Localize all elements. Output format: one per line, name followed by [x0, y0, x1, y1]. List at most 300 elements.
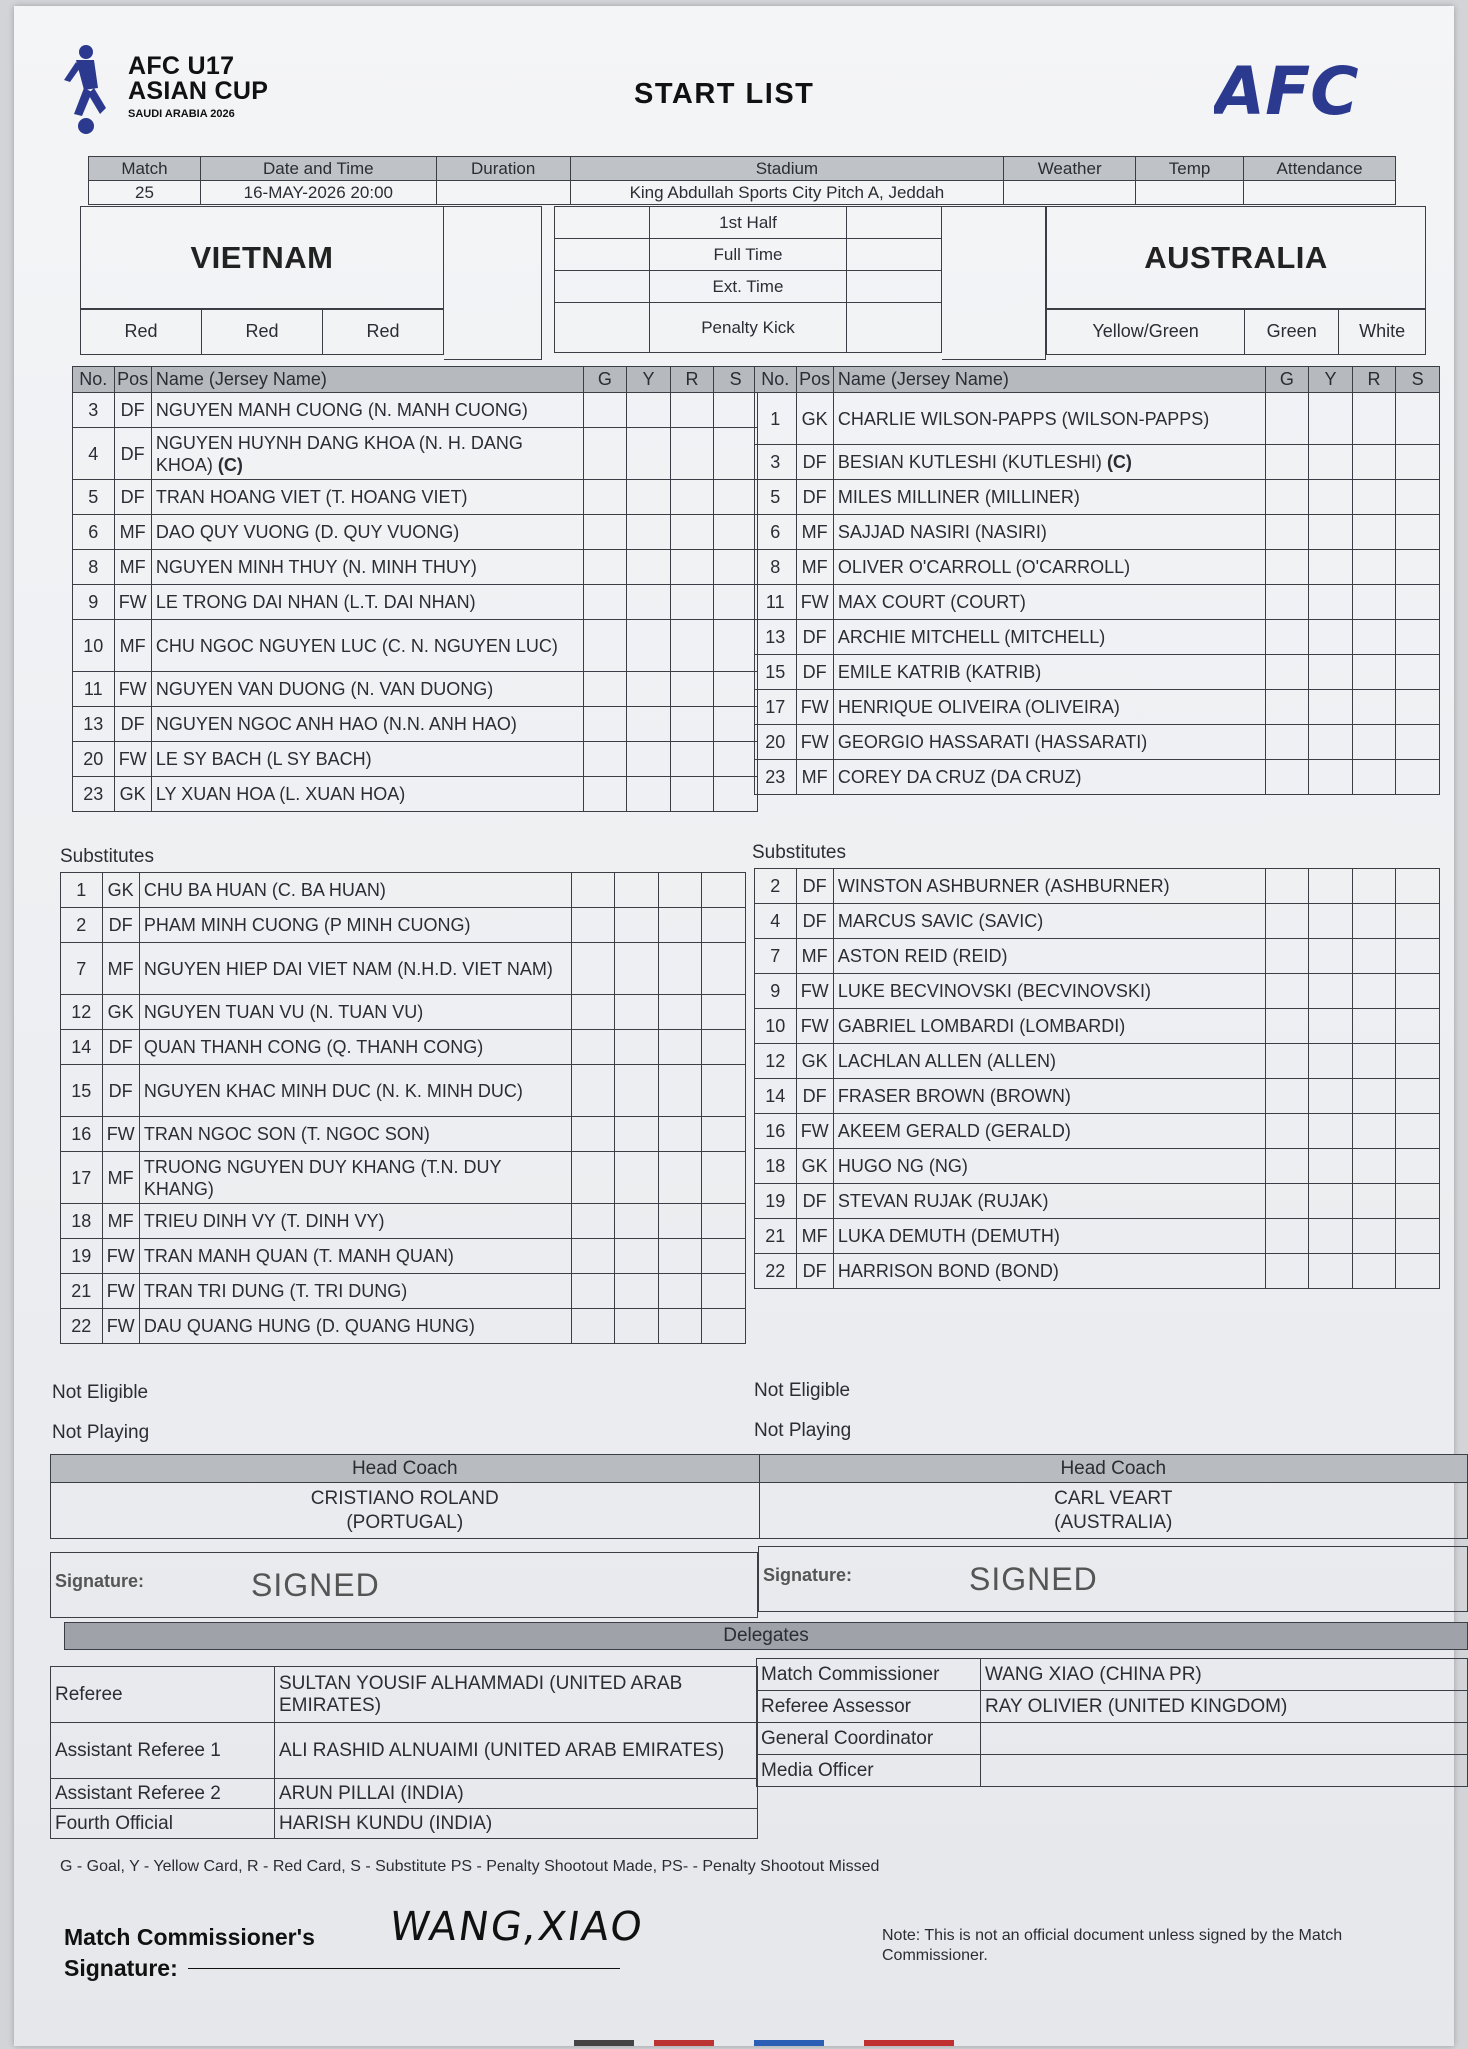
- red-box: [658, 943, 702, 995]
- goal-box: [1265, 974, 1309, 1009]
- away-signature-value: SIGNED: [969, 1561, 1098, 1597]
- goal-box: [1265, 725, 1309, 760]
- player-row: [755, 1254, 1440, 1289]
- period-1st-half: 1st Half: [650, 207, 847, 239]
- delegate-role: Referee: [51, 1667, 275, 1723]
- sub-box: [714, 585, 758, 620]
- delegate-name: WANG XIAO (CHINA PR): [981, 1659, 1468, 1691]
- sub-box: [1396, 690, 1440, 725]
- home-subs-table: [60, 872, 746, 1344]
- home-not-eligible-label: Not Eligible: [52, 1382, 149, 1403]
- player-position: GK: [796, 1044, 833, 1079]
- red-box: [1352, 1044, 1396, 1079]
- temp-header: Temp: [1136, 157, 1244, 181]
- away-subs-label: Substitutes: [752, 842, 846, 863]
- sub-box: [1396, 1149, 1440, 1184]
- yellow-box: [627, 393, 671, 428]
- player-name-cell: [833, 1044, 1265, 1079]
- player-position: DF: [796, 904, 833, 939]
- player-name-cell: [139, 1117, 571, 1152]
- player-name-cell: [833, 690, 1265, 725]
- goal-box: [571, 1030, 615, 1065]
- home-coach-name: CRISTIANO ROLAND: [310, 1487, 499, 1509]
- player-row: [61, 1274, 746, 1309]
- away-team-box: [1046, 206, 1426, 310]
- periods-table: [554, 206, 942, 353]
- player-position: DF: [796, 620, 833, 655]
- player-row: [755, 393, 1440, 445]
- yellow-box: [1309, 393, 1353, 445]
- player-number: 7: [755, 939, 797, 974]
- player-name-cell: [139, 1065, 571, 1117]
- player-name-cell: [833, 445, 1265, 480]
- home-signature-box: [50, 1552, 758, 1618]
- sub-box: [1396, 585, 1440, 620]
- home-kit-shorts: Red: [202, 309, 323, 355]
- start-list-sheet: [14, 6, 1454, 2046]
- tournament-name-line2: ASIAN CUP: [128, 77, 269, 105]
- player-row: [61, 873, 746, 908]
- goal-box: [583, 428, 627, 480]
- player-row: [73, 480, 758, 515]
- away-coach-country: (AUSTRALIA): [1054, 1511, 1173, 1533]
- col-y-header: Y: [627, 367, 671, 393]
- player-row: [755, 480, 1440, 515]
- player-position: MF: [102, 1204, 139, 1239]
- away-coach-name: CARL VEART: [1054, 1487, 1173, 1509]
- goal-box: [583, 515, 627, 550]
- sub-box: [714, 620, 758, 672]
- yellow-box: [1309, 1184, 1353, 1219]
- yellow-box: [1309, 1254, 1353, 1289]
- player-name: SAJJAD NASIRI (NASIRI): [837, 522, 1047, 542]
- player-number: 15: [61, 1065, 103, 1117]
- stadium-header: Stadium: [570, 157, 1004, 181]
- away-subs-table: [754, 868, 1440, 1289]
- yellow-box: [615, 1239, 659, 1274]
- player-position: MF: [796, 1219, 833, 1254]
- goal-box: [583, 742, 627, 777]
- player-number: 9: [755, 974, 797, 1009]
- player-name-cell: [833, 1184, 1265, 1219]
- home-team-box: [80, 206, 444, 310]
- goal-box: [1265, 445, 1309, 480]
- delegate-name: [981, 1755, 1468, 1787]
- player-name-cell: [833, 974, 1265, 1009]
- player-position: FW: [796, 1009, 833, 1044]
- red-box: [670, 620, 714, 672]
- player-row: [73, 550, 758, 585]
- player-position: FW: [102, 1117, 139, 1152]
- goal-box: [1265, 1254, 1309, 1289]
- player-row: [755, 655, 1440, 690]
- player-name-cell: [151, 393, 583, 428]
- red-box: [658, 1030, 702, 1065]
- player-name-cell: [833, 480, 1265, 515]
- red-box: [1352, 1254, 1396, 1289]
- home-team-name: VIETNAM: [190, 240, 334, 275]
- yellow-box: [627, 672, 671, 707]
- home-kit-shirt: Red: [81, 309, 202, 355]
- player-number: 14: [755, 1079, 797, 1114]
- player-row: [73, 585, 758, 620]
- match-commissioner-signature-label: [64, 1922, 315, 1984]
- player-name: NGUYEN TUAN VU (N. TUAN VU): [143, 1002, 424, 1022]
- goal-box: [1265, 1044, 1309, 1079]
- player-name: TRAN TRI DUNG (T. TRI DUNG): [143, 1281, 408, 1301]
- col-g-header: G: [583, 367, 627, 393]
- player-name-cell: [833, 1219, 1265, 1254]
- away-score-box: [942, 206, 1046, 360]
- player-name-cell: [139, 995, 571, 1030]
- player-row: [755, 445, 1440, 480]
- red-box: [1352, 1009, 1396, 1044]
- sub-box: [702, 1239, 746, 1274]
- player-number: 21: [61, 1274, 103, 1309]
- sub-box: [702, 995, 746, 1030]
- sub-box: [1396, 480, 1440, 515]
- yellow-box: [1309, 1114, 1353, 1149]
- player-name: LE TRONG DAI NHAN (L.T. DAI NHAN): [155, 592, 476, 612]
- red-box: [1352, 550, 1396, 585]
- sub-box: [702, 1065, 746, 1117]
- player-row: [755, 1079, 1440, 1114]
- match-commissioner-signature: WANG,XIAO: [386, 1904, 647, 1950]
- red-box: [1352, 690, 1396, 725]
- sub-box: [1396, 655, 1440, 690]
- player-row: [755, 1009, 1440, 1044]
- player-position: MF: [796, 515, 833, 550]
- away-not-eligible-label: Not Eligible: [754, 1380, 851, 1401]
- afc-logo-text: AFC: [1214, 56, 1359, 126]
- red-box: [1352, 1114, 1396, 1149]
- goal-box: [583, 393, 627, 428]
- away-not-playing-label: Not Playing: [754, 1420, 852, 1441]
- player-name: ASTON REID (REID): [837, 946, 1008, 966]
- player-row: [61, 1065, 746, 1117]
- goal-box: [583, 585, 627, 620]
- player-name-cell: [833, 393, 1265, 445]
- sub-box: [702, 873, 746, 908]
- red-box: [1352, 585, 1396, 620]
- player-position: MF: [114, 550, 151, 585]
- player-name-cell: [139, 1309, 571, 1344]
- col-name-header: Name (Jersey Name): [833, 367, 1265, 393]
- yellow-box: [627, 742, 671, 777]
- away-kit-shirt: Yellow/Green: [1047, 309, 1245, 355]
- player-row: [755, 550, 1440, 585]
- red-box: [670, 742, 714, 777]
- player-name: PHAM MINH CUONG (P MINH CUONG): [143, 915, 471, 935]
- yellow-box: [1309, 1044, 1353, 1079]
- player-row: [61, 1204, 746, 1239]
- home-starters-table: [72, 366, 758, 812]
- delegate-role: Media Officer: [757, 1755, 981, 1787]
- player-name: MILES MILLINER (MILLINER): [837, 487, 1080, 507]
- player-number: 16: [755, 1114, 797, 1149]
- captain-badge: (C): [217, 454, 243, 475]
- yellow-box: [627, 707, 671, 742]
- player-number: 12: [755, 1044, 797, 1079]
- sub-box: [1396, 515, 1440, 550]
- goal-box: [571, 1239, 615, 1274]
- red-box: [1352, 1079, 1396, 1114]
- player-position: MF: [102, 1152, 139, 1204]
- player-position: FW: [796, 690, 833, 725]
- goal-box: [1265, 515, 1309, 550]
- delegate-name: SULTAN YOUSIF ALHAMMADI (UNITED ARAB EMIRATES): [275, 1667, 758, 1723]
- delegates-left-table: [50, 1666, 758, 1839]
- goal-box: [571, 1204, 615, 1239]
- match-header: Match: [89, 157, 201, 181]
- player-row: [755, 1219, 1440, 1254]
- tournament-name: [128, 54, 268, 104]
- yellow-box: [1309, 869, 1353, 904]
- player-row: [755, 1184, 1440, 1219]
- player-name-cell: [151, 585, 583, 620]
- player-number: 11: [73, 672, 115, 707]
- player-name-cell: [833, 515, 1265, 550]
- player-number: 4: [755, 904, 797, 939]
- sub-box: [702, 943, 746, 995]
- player-position: DF: [114, 707, 151, 742]
- player-name: EMILE KATRIB (KATRIB): [837, 662, 1042, 682]
- red-box: [1352, 620, 1396, 655]
- yellow-box: [615, 1204, 659, 1239]
- period-penalty-kick: Penalty Kick: [650, 303, 847, 353]
- red-box: [658, 1065, 702, 1117]
- delegate-name: ARUN PILLAI (INDIA): [275, 1779, 758, 1809]
- col-g-header: G: [1265, 367, 1309, 393]
- sub-box: [1396, 1219, 1440, 1254]
- sub-box: [714, 672, 758, 707]
- red-box: [1352, 515, 1396, 550]
- player-position: DF: [796, 1184, 833, 1219]
- player-name-cell: [139, 1152, 571, 1204]
- tournament-name-line1: AFC U17: [128, 52, 235, 80]
- goal-box: [583, 550, 627, 585]
- player-row: [755, 620, 1440, 655]
- player-name: GEORGIO HASSARATI (HASSARATI): [837, 732, 1148, 752]
- away-signature-label: Signature:: [763, 1565, 853, 1585]
- player-number: 13: [73, 707, 115, 742]
- sub-box: [1396, 1114, 1440, 1149]
- player-position: MF: [796, 550, 833, 585]
- yellow-box: [1309, 725, 1353, 760]
- player-position: FW: [114, 742, 151, 777]
- goal-box: [571, 995, 615, 1030]
- player-number: 5: [73, 480, 115, 515]
- sub-box: [714, 777, 758, 812]
- player-position: DF: [796, 1254, 833, 1289]
- yellow-box: [615, 1274, 659, 1309]
- player-number: 18: [755, 1149, 797, 1184]
- player-position: MF: [102, 943, 139, 995]
- delegate-row: [51, 1667, 758, 1723]
- red-box: [670, 515, 714, 550]
- player-number: 19: [61, 1239, 103, 1274]
- player-name: HENRIQUE OLIVEIRA (OLIVEIRA): [837, 697, 1120, 717]
- goal-box: [1265, 585, 1309, 620]
- player-name-cell: [139, 873, 571, 908]
- player-position: DF: [102, 1030, 139, 1065]
- red-box: [1352, 1149, 1396, 1184]
- sub-box: [1396, 725, 1440, 760]
- player-row: [61, 943, 746, 995]
- player-name: LY XUAN HOA (L. XUAN HOA): [155, 784, 406, 804]
- home-signature-value: SIGNED: [251, 1567, 380, 1603]
- sub-box: [702, 908, 746, 943]
- goal-box: [1265, 1114, 1309, 1149]
- player-position: DF: [114, 428, 151, 480]
- player-number: 8: [755, 550, 797, 585]
- player-number: 15: [755, 655, 797, 690]
- red-box: [658, 908, 702, 943]
- home-subs-label: Substitutes: [60, 846, 154, 867]
- player-position: DF: [796, 445, 833, 480]
- player-row: [73, 707, 758, 742]
- player-row: [73, 393, 758, 428]
- player-name: BESIAN KUTLESHI (KUTLESHI): [837, 452, 1102, 472]
- goal-box: [583, 777, 627, 812]
- goal-box: [571, 1309, 615, 1344]
- player-name-cell: [833, 1009, 1265, 1044]
- red-box: [658, 873, 702, 908]
- delegate-role: Referee Assessor: [757, 1691, 981, 1723]
- yellow-box: [1309, 585, 1353, 620]
- player-name: DAU QUANG HUNG (D. QUANG HUNG): [143, 1316, 475, 1336]
- sub-box: [714, 428, 758, 480]
- player-number: 22: [755, 1254, 797, 1289]
- signature-line: [188, 1968, 620, 1969]
- player-name-cell: [139, 1239, 571, 1274]
- delegate-row: [757, 1723, 1468, 1755]
- away-signature-box: [758, 1546, 1468, 1612]
- player-name-cell: [833, 725, 1265, 760]
- col-r-header: R: [1352, 367, 1396, 393]
- player-row: [755, 585, 1440, 620]
- goal-box: [1265, 869, 1309, 904]
- player-name-cell: [833, 939, 1265, 974]
- player-row: [73, 428, 758, 480]
- col-s-header: S: [714, 367, 758, 393]
- red-box: [1352, 974, 1396, 1009]
- yellow-box: [627, 585, 671, 620]
- player-row: [755, 725, 1440, 760]
- red-box: [670, 585, 714, 620]
- legend: G - Goal, Y - Yellow Card, R - Red Card, S - Substitute PS - Penalty Shootout Made, PS- - Penalty Shootout Missed: [60, 1858, 880, 1875]
- delegate-row: [51, 1779, 758, 1809]
- mc-signature-label-line2: Signature:: [64, 1955, 178, 1981]
- player-name-cell: [833, 1079, 1265, 1114]
- player-row: [755, 939, 1440, 974]
- red-box: [1352, 725, 1396, 760]
- red-box: [658, 1204, 702, 1239]
- player-name: COREY DA CRUZ (DA CRUZ): [837, 767, 1082, 787]
- away-kit-shorts: Green: [1245, 309, 1339, 355]
- player-row: [755, 690, 1440, 725]
- player-number: 17: [755, 690, 797, 725]
- delegate-row: [757, 1691, 1468, 1723]
- sub-box: [1396, 1254, 1440, 1289]
- col-name-header: Name (Jersey Name): [151, 367, 583, 393]
- red-box: [658, 1239, 702, 1274]
- sub-box: [714, 393, 758, 428]
- player-name: QUAN THANH CONG (Q. THANH CONG): [143, 1037, 484, 1057]
- player-name: TRIEU DINH VY (T. DINH VY): [143, 1211, 385, 1231]
- yellow-box: [615, 995, 659, 1030]
- player-position: FW: [796, 725, 833, 760]
- delegate-row: [51, 1723, 758, 1779]
- yellow-box: [627, 550, 671, 585]
- player-name-cell: [833, 1149, 1265, 1184]
- red-box: [1352, 445, 1396, 480]
- col-pos-header: Pos: [796, 367, 833, 393]
- away-team-name: AUSTRALIA: [1144, 240, 1328, 275]
- yellow-box: [1309, 904, 1353, 939]
- delegate-name: RAY OLIVIER (UNITED KINGDOM): [981, 1691, 1468, 1723]
- red-box: [670, 550, 714, 585]
- player-number: 7: [61, 943, 103, 995]
- period-ext-time: Ext. Time: [650, 271, 847, 303]
- away-kit-socks: White: [1339, 309, 1426, 355]
- home-not-playing-label: Not Playing: [52, 1422, 150, 1443]
- yellow-box: [1309, 1149, 1353, 1184]
- player-position: GK: [114, 777, 151, 812]
- player-number: 2: [61, 908, 103, 943]
- player-name: LE SY BACH (L SY BACH): [155, 749, 372, 769]
- sub-box: [1396, 393, 1440, 445]
- goal-box: [1265, 1219, 1309, 1254]
- sub-box: [702, 1152, 746, 1204]
- goal-box: [583, 707, 627, 742]
- player-name: LUKE BECVINOVSKI (BECVINOVSKI): [837, 981, 1151, 1001]
- red-box: [1352, 869, 1396, 904]
- player-row: [61, 1030, 746, 1065]
- player-name: NGUYEN HUYNH DANG KHOA (N. H. DANG KHOA): [155, 432, 523, 475]
- goal-box: [571, 908, 615, 943]
- home-kit-table: [80, 308, 444, 355]
- player-position: MF: [796, 939, 833, 974]
- sub-box: [1396, 1009, 1440, 1044]
- player-position: DF: [796, 869, 833, 904]
- yellow-box: [627, 480, 671, 515]
- red-box: [670, 672, 714, 707]
- red-box: [1352, 1184, 1396, 1219]
- sub-box: [702, 1274, 746, 1309]
- yellow-box: [615, 1117, 659, 1152]
- player-position: DF: [114, 393, 151, 428]
- player-name: OLIVER O'CARROLL (O'CARROLL): [837, 557, 1131, 577]
- yellow-box: [1309, 1219, 1353, 1254]
- delegate-name: HARISH KUNDU (INDIA): [275, 1809, 758, 1839]
- player-number: 23: [755, 760, 797, 795]
- mc-signature-label-line1: Match Commissioner's: [64, 1924, 315, 1950]
- player-name: LUKA DEMUTH (DEMUTH): [837, 1226, 1060, 1246]
- yellow-box: [627, 515, 671, 550]
- date-time-header: Date and Time: [200, 157, 436, 181]
- head-coach-table: [50, 1454, 1468, 1539]
- player-row: [755, 974, 1440, 1009]
- player-name: TRUONG NGUYEN DUY KHANG (T.N. DUY KHANG): [143, 1156, 502, 1199]
- player-name-cell: [151, 620, 583, 672]
- red-box: [658, 1152, 702, 1204]
- red-box: [658, 1309, 702, 1344]
- red-box: [658, 1117, 702, 1152]
- player-name: TRAN NGOC SON (T. NGOC SON): [143, 1124, 430, 1144]
- player-number: 19: [755, 1184, 797, 1219]
- yellow-box: [1309, 690, 1353, 725]
